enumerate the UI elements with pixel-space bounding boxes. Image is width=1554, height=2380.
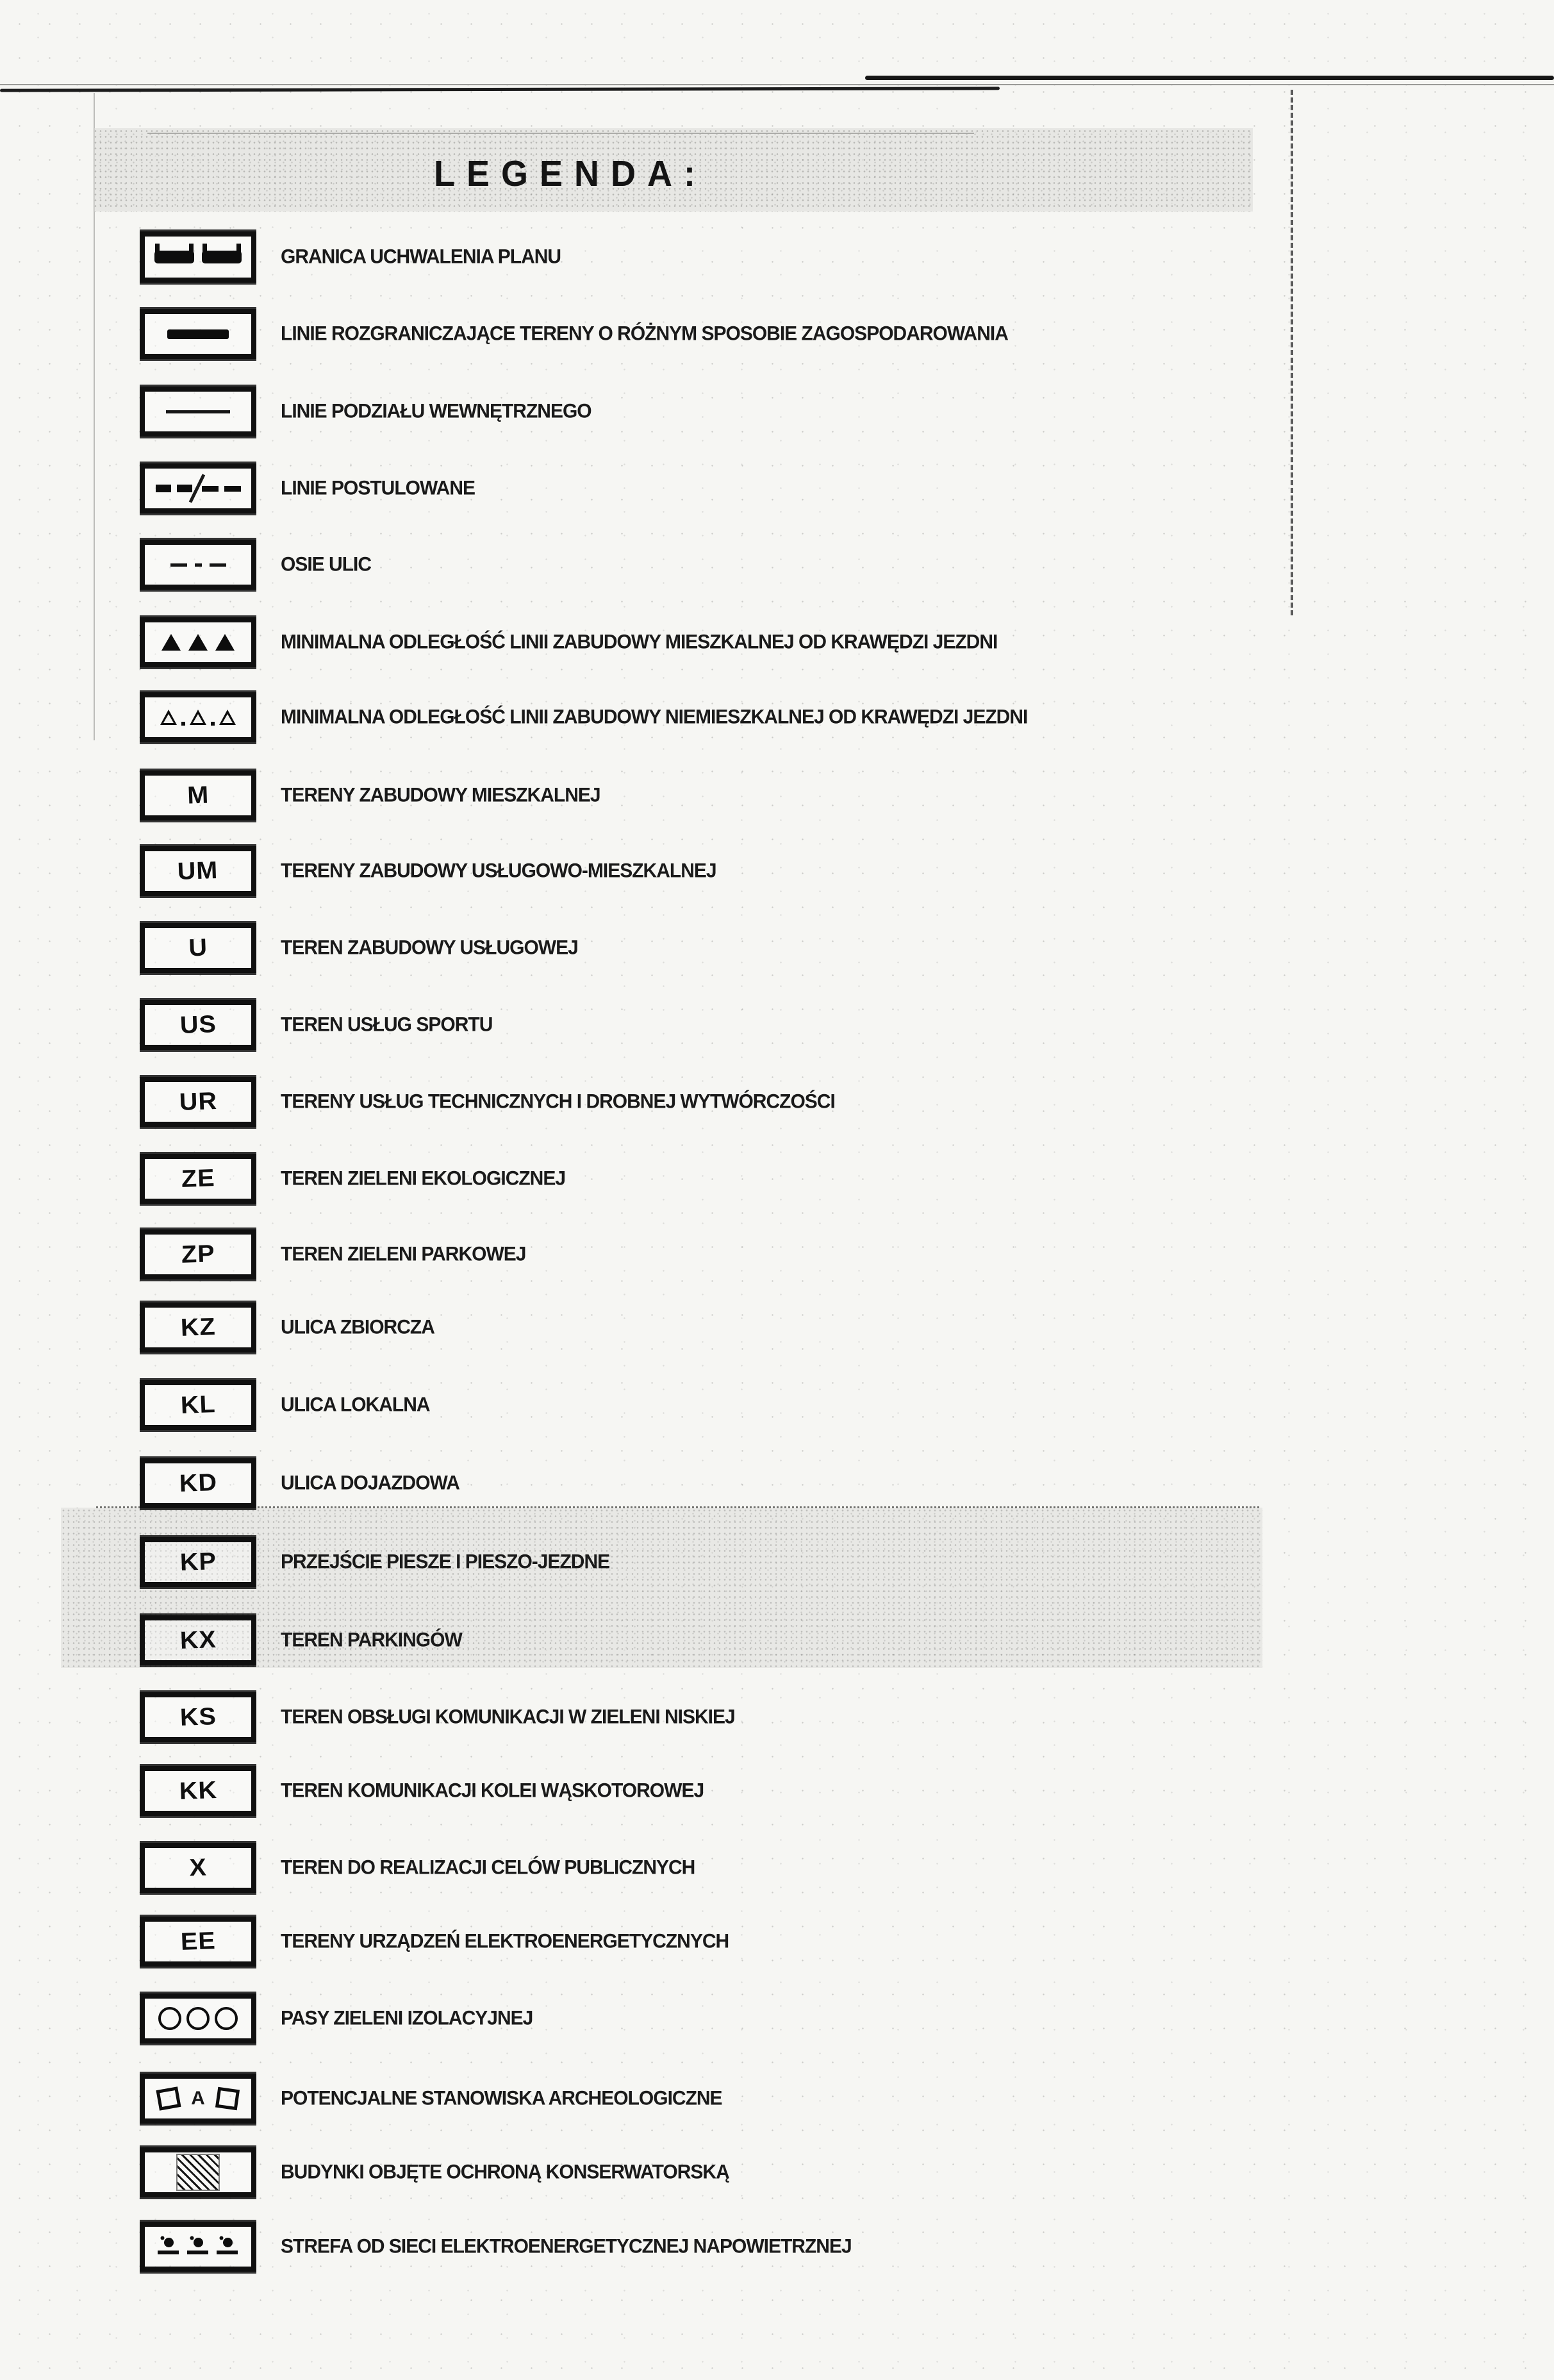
zone-code-box: UM [140, 846, 256, 896]
zone-code-box: KP [140, 1537, 256, 1587]
legend-item-pasy-zieleni [140, 1993, 533, 2043]
outline-triangles-dots-icon [140, 692, 256, 742]
legend-item-osie-ulic [140, 540, 371, 590]
legend-item-odleglosc-mieszkalnej [140, 617, 997, 667]
zone-code-box: KZ [140, 1302, 256, 1352]
legend-label: ULICA DOJAZDOWA [281, 1472, 459, 1494]
legend-item-ochrona-konserwatorska [140, 2147, 729, 2197]
legend-label: PRZEJŚCIE PIESZE I PIESZO-JEZDNE [281, 1551, 610, 1573]
legend-label: TEREN DO REALIZACJI CELÓW PUBLICZNYCH [281, 1856, 695, 1879]
two-bold-dashes-icon [140, 231, 256, 283]
legend-item-kz [140, 1302, 434, 1352]
legend-label: POTENCJALNE STANOWISKA ARCHEOLOGICZNE [281, 2087, 722, 2110]
legend-label: MINIMALNA ODLEGŁOŚĆ LINII ZABUDOWY NIEMIESZKALNEJ OD KRAWĘDZI JEZDNI [281, 706, 1028, 728]
legend-item-linie-postulowane [140, 463, 475, 513]
legend-label: TERENY USŁUG TECHNICZNYCH I DROBNEJ WYTWÓRCZOŚCI [281, 1090, 835, 1113]
legend-item-linie-podzialu [140, 387, 591, 437]
legend-item-linie-rozgraniczajace [140, 309, 1008, 359]
legend-item-us [140, 1000, 492, 1050]
legend-item-odleglosc-niemieszkalnej [140, 692, 1027, 742]
legend-item-m [140, 770, 600, 820]
legend-label: LINIE PODZIAŁU WEWNĘTRZNEGO [281, 400, 591, 422]
legend-label: OSIE ULIC [281, 553, 372, 576]
legend-item-kx [140, 1615, 462, 1665]
zone-code-box: M [140, 770, 256, 820]
legend-item-ur [140, 1077, 835, 1127]
zone-code-box: EE [140, 1917, 256, 1967]
square-a-square-icon: A [140, 2074, 256, 2124]
pole-marks-icon [140, 2222, 256, 2272]
legend-item-ks [140, 1692, 735, 1742]
legend-label: BUDYNKI OBJĘTE OCHRONĄ KONSERWATORSKĄ [281, 2161, 729, 2183]
legend-item-granica [140, 232, 561, 282]
legend-label: LINIE ROZGRANICZAJĄCE TERENY O RÓŻNYM SPOSOBIE ZAGOSPODAROWANIA [281, 322, 1008, 345]
zone-code-box: KX [140, 1615, 256, 1665]
legend-label: ULICA LOKALNA [281, 1394, 430, 1416]
legend-label: ULICA ZBIORCZA [281, 1316, 434, 1338]
filled-triangles-icon [140, 617, 256, 667]
zone-code-box: KL [140, 1380, 256, 1430]
legend-label: GRANICA UCHWALENIA PLANU [281, 245, 561, 268]
legend-item-stanowiska-archeologiczne [140, 2074, 722, 2124]
faint-rule [147, 133, 974, 134]
legend-label: TERENY URZĄDZEŃ ELEKTROENERGETYCZNYCH [281, 1930, 729, 1952]
zone-code-box: U [140, 923, 256, 973]
zone-code-box: KD [140, 1458, 256, 1508]
dash-slash-dash-icon [140, 463, 256, 513]
dash-dot-line-icon [140, 540, 256, 590]
legend-label: TEREN USŁUG SPORTU [281, 1013, 493, 1036]
page-title: LEGENDA: [434, 153, 707, 194]
zone-code-box: UR [140, 1077, 256, 1127]
legend-label: LINIE POSTULOWANE [281, 477, 475, 499]
legend-label: TERENY ZABUDOWY USŁUGOWO-MIESZKALNEJ [281, 860, 716, 882]
hatched-square-icon [140, 2147, 256, 2197]
three-circles-icon [140, 1993, 256, 2043]
zone-code-box: X [140, 1843, 256, 1893]
legend-item-ee [140, 1917, 729, 1967]
fold-dashed-line [1291, 90, 1293, 615]
legend-item-kp [140, 1537, 609, 1587]
zone-code-box: ZP [140, 1229, 256, 1279]
legend-label: TEREN ZIELENI EKOLOGICZNEJ [281, 1167, 566, 1190]
legend-item-strefa-elektroenergetyczna [140, 2222, 852, 2272]
zone-code-box: ZE [140, 1154, 256, 1204]
thin-line-icon [140, 387, 256, 437]
legend-item-u [140, 923, 578, 973]
legend-label: TERENY ZABUDOWY MIESZKALNEJ [281, 784, 600, 806]
bold-dash-icon [140, 309, 256, 359]
legend-item-x [140, 1843, 695, 1893]
scan-edge-line [0, 84, 1554, 85]
zone-code-box: KS [140, 1692, 256, 1742]
zone-code-box: US [140, 1000, 256, 1050]
legend-label: TEREN PARKINGÓW [281, 1629, 462, 1651]
legend-label: STREFA OD SIECI ELEKTROENERGETYCZNEJ NAPOWIETRZNEJ [281, 2235, 852, 2258]
scan-edge-line [0, 87, 1000, 92]
legend-label: MINIMALNA ODLEGŁOŚĆ LINII ZABUDOWY MIESZKALNEJ OD KRAWĘDZI JEZDNI [281, 631, 998, 653]
legend-item-zp [140, 1229, 525, 1279]
legend-item-kd [140, 1458, 459, 1508]
legend-label: TEREN ZABUDOWY USŁUGOWEJ [281, 936, 578, 959]
legend-label: TEREN ZIELENI PARKOWEJ [281, 1243, 526, 1265]
zone-code-box: KK [140, 1766, 256, 1816]
legend-item-kl [140, 1380, 430, 1430]
legend-item-um [140, 846, 716, 896]
legend-label: PASY ZIELENI IZOLACYJNEJ [281, 2007, 533, 2029]
legend-item-ze [140, 1154, 565, 1204]
legend-item-kk [140, 1766, 704, 1816]
legend-label: TEREN KOMUNIKACJI KOLEI WĄSKOTOROWEJ [281, 1779, 704, 1802]
scan-edge-line [865, 76, 1554, 80]
legend-label: TEREN OBSŁUGI KOMUNIKACJI W ZIELENI NISKIEJ [281, 1706, 735, 1728]
